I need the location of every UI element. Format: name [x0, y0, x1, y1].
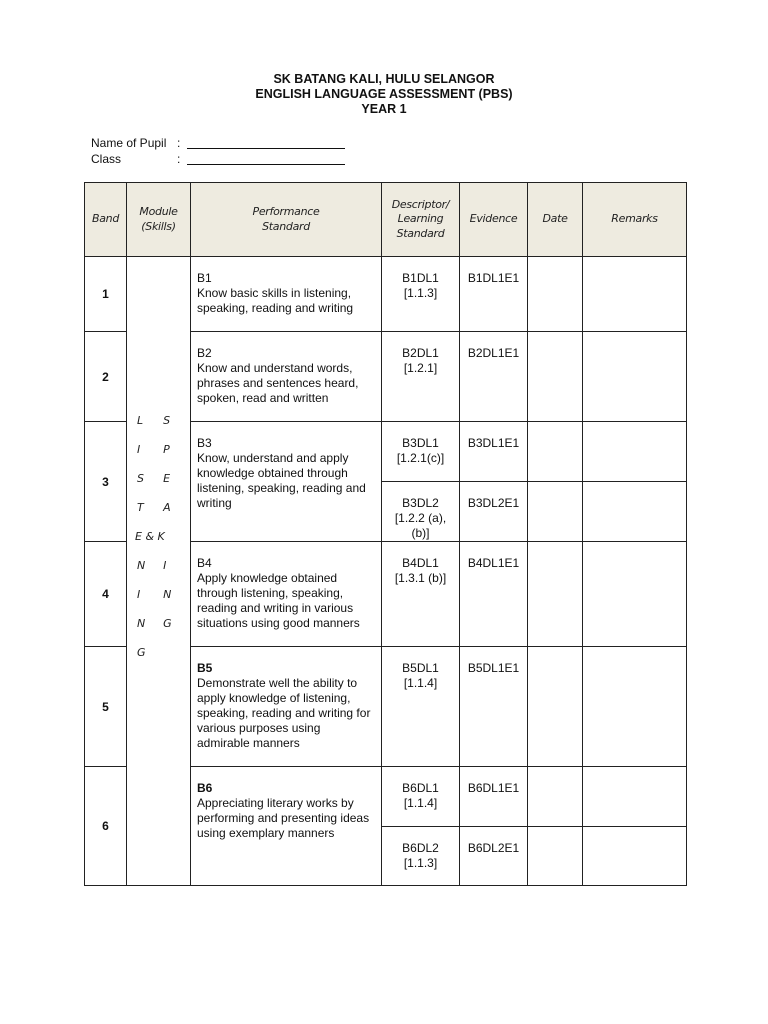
performance-standard: B1 Know basic skills in listening, speaking, reading and writing — [191, 257, 382, 332]
descriptor: B4DL1 [1.3.1 (b)] — [382, 542, 460, 647]
evidence: B3DL1E1 — [460, 422, 528, 482]
remarks-cell[interactable] — [583, 332, 687, 422]
band-number: 1 — [85, 257, 127, 332]
date-cell[interactable] — [528, 332, 583, 422]
module-skills-cell — [127, 257, 191, 886]
descriptor: B1DL1 [1.1.3] — [382, 257, 460, 332]
remarks-cell[interactable] — [583, 422, 687, 482]
evidence: B3DL2E1 — [460, 482, 528, 542]
remarks-cell[interactable] — [583, 482, 687, 542]
date-cell[interactable] — [528, 767, 583, 827]
band-number: 4 — [85, 542, 127, 647]
descriptor: B2DL1 [1.2.1] — [382, 332, 460, 422]
date-cell[interactable] — [528, 422, 583, 482]
performance-standard: B4 Apply knowledge obtained through listening, speaking, reading and writing in various situations using good manners — [191, 542, 382, 647]
table-row — [85, 257, 687, 332]
evidence: B5DL1E1 — [460, 647, 528, 767]
header-band: Band — [85, 183, 127, 257]
pupil-name-row — [91, 136, 345, 152]
school-name: SK BATANG KALI, HULU SELANGOR — [273, 72, 495, 86]
descriptor: B5DL1 [1.1.4] — [382, 647, 460, 767]
remarks-cell[interactable] — [583, 542, 687, 647]
date-cell[interactable] — [528, 827, 583, 886]
descriptor: B3DL1 [1.2.1(c)] — [382, 422, 460, 482]
descriptor: B3DL2 [1.2.2 (a), (b)] — [382, 482, 460, 542]
band-number: 5 — [85, 647, 127, 767]
date-cell[interactable] — [528, 542, 583, 647]
header-remarks: Remarks — [583, 183, 687, 257]
header-evidence: Evidence — [460, 183, 528, 257]
pupil-name-field[interactable] — [187, 136, 345, 149]
date-cell[interactable] — [528, 482, 583, 542]
band-number: 2 — [85, 332, 127, 422]
evidence: B6DL1E1 — [460, 767, 528, 827]
band-number: 6 — [85, 767, 127, 886]
header-date: Date — [528, 183, 583, 257]
performance-standard: B6 Appreciating literary works by performing and presenting ideas using exemplary manners — [191, 767, 382, 886]
descriptor: B6DL2 [1.1.3] — [382, 827, 460, 886]
assessment-title: ENGLISH LANGUAGE ASSESSMENT (PBS) — [255, 87, 513, 101]
header-module: Module (Skills) — [127, 183, 191, 257]
pupil-info — [91, 136, 345, 167]
evidence: B4DL1E1 — [460, 542, 528, 647]
pupil-name-colon: : — [177, 136, 181, 150]
evidence: B2DL1E1 — [460, 332, 528, 422]
table-header-row — [85, 183, 687, 257]
performance-standard: B2 Know and understand words, phrases and sentences heard, spoken, read and written — [191, 332, 382, 422]
assessment-table — [84, 182, 687, 886]
date-cell[interactable] — [528, 647, 583, 767]
evidence: B6DL2E1 — [460, 827, 528, 886]
header-performance-standard: Performance Standard — [191, 183, 382, 257]
document-header — [0, 72, 768, 117]
performance-standard: B5 Demonstrate well the ability to apply knowledge of listening, speaking, reading and writing for various purposes using admirable manners — [191, 647, 382, 767]
remarks-cell[interactable] — [583, 647, 687, 767]
class-colon: : — [177, 151, 181, 166]
class-row — [91, 152, 345, 168]
performance-standard: B3 Know, understand and apply knowledge obtained through listening, speaking, reading and writing — [191, 422, 382, 542]
remarks-cell[interactable] — [583, 767, 687, 827]
date-cell[interactable] — [528, 257, 583, 332]
band-number: 3 — [85, 422, 127, 542]
module-letters: L S I P S E T A E & K N I I N N G G — [135, 414, 172, 659]
evidence: B1DL1E1 — [460, 257, 528, 332]
remarks-cell[interactable] — [583, 257, 687, 332]
year-label: YEAR 1 — [361, 102, 407, 116]
remarks-cell[interactable] — [583, 827, 687, 886]
descriptor: B6DL1 [1.1.4] — [382, 767, 460, 827]
pupil-name-label: Name of Pupil — [91, 136, 167, 150]
class-field[interactable] — [187, 152, 345, 165]
class-label: Class — [91, 151, 122, 166]
header-descriptor: Descriptor/ Learning Standard — [382, 183, 460, 257]
